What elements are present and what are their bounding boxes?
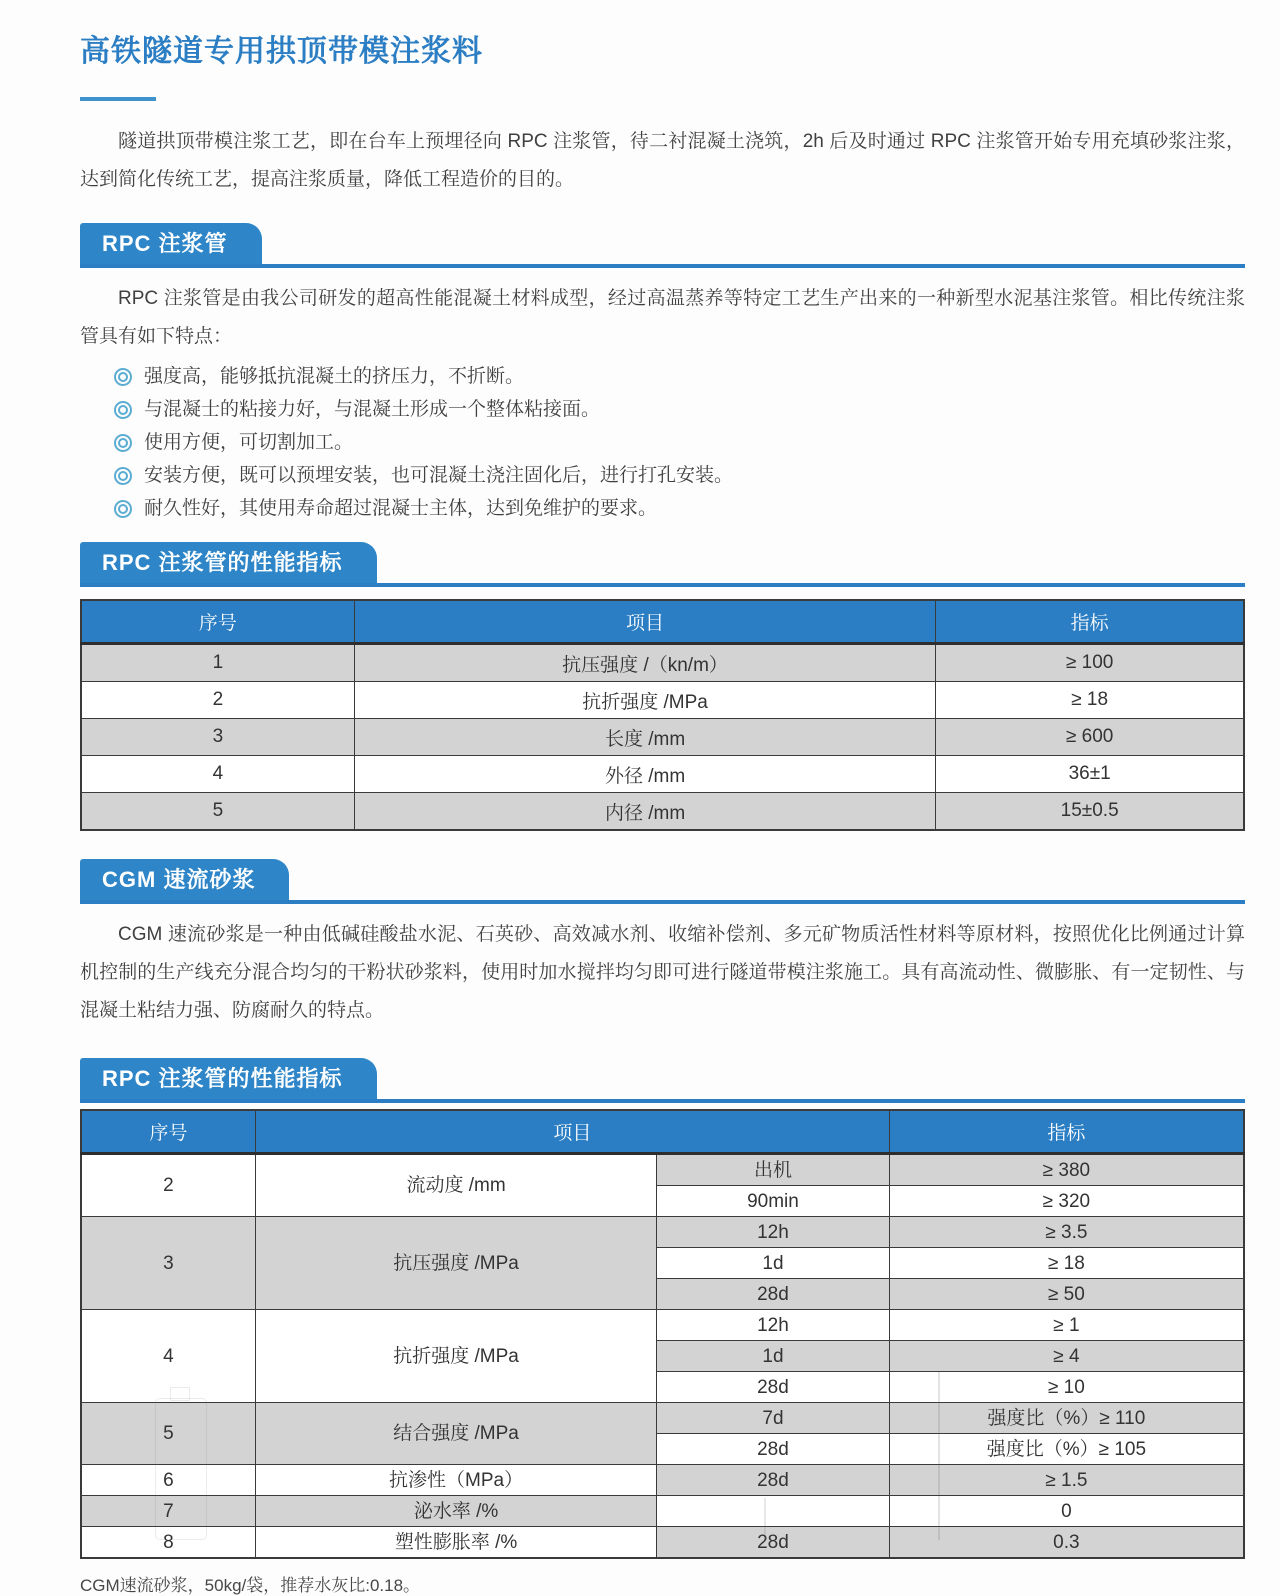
section-heading-rpc-specs: RPC 注浆管的性能指标 [80,542,377,583]
cell-item: 泌水率 /% [255,1496,656,1527]
column-header-item: 项目 [255,1110,889,1154]
cell-condition: 90min [657,1186,890,1217]
column-header-item: 项目 [354,600,936,644]
cell-spec: ≥ 50 [889,1279,1244,1310]
cell-item: 抗折强度 /MPa [354,682,936,719]
double-circle-bullet-icon [114,401,132,419]
rpc-feature-list [80,364,1245,522]
double-circle-bullet-icon [114,368,132,386]
cell-condition: 28d [657,1465,890,1496]
section-heading-cgm: CGM 速流砂浆 [80,859,289,900]
cell-spec: ≥ 18 [889,1248,1244,1279]
cell-item: 内径 /mm [354,793,936,831]
double-circle-bullet-icon [114,467,132,485]
page-title: 高铁隧道专用拱顶带模注浆料 [80,35,483,68]
cell-item: 抗压强度 /MPa [255,1217,656,1310]
cell-item: 抗渗性（MPa） [255,1465,656,1496]
feature-text: 强度高，能够抵抗混凝土的挤压力，不折断。 [144,366,525,387]
section-banner-cgm [80,859,1245,904]
list-item [114,430,1245,456]
cell-spec: ≥ 380 [889,1154,1244,1186]
title-underline [80,97,156,101]
list-item [114,364,1245,390]
rpc-spec-table [80,599,1245,831]
cell-seq: 2 [81,682,354,719]
cell-seq: 3 [81,1217,255,1310]
cell-seq: 7 [81,1496,255,1527]
cell-seq: 1 [81,644,354,682]
cell-condition: 28d [657,1527,890,1559]
cell-seq: 3 [81,719,354,756]
cell-condition: 28d [657,1372,890,1403]
table-row [81,1465,1244,1496]
cell-condition: 12h [657,1310,890,1341]
table-row [81,719,1244,756]
column-header-spec: 指标 [936,600,1244,644]
table-row [81,1154,1244,1186]
table-header-row [81,1110,1244,1154]
section-banner-rpc-specs [80,542,1245,587]
cell-seq: 8 [81,1527,255,1559]
feature-text: 安装方便，既可以预埋安装，也可混凝土浇注固化后，进行打孔安装。 [144,465,734,486]
cell-seq: 4 [81,1310,255,1403]
cell-spec: 0 [889,1496,1244,1527]
table-header-row [81,600,1244,644]
rpc-paragraph: RPC 注浆管是由我公司研发的超高性能混凝土材料成型，经过高温蒸养等特定工艺生产出来的一种新型水泥基注浆管。相比传统注浆管具有如下特点： [80,288,1245,347]
cell-spec: ≥ 1.5 [889,1465,1244,1496]
cell-seq: 2 [81,1154,255,1217]
cell-seq: 6 [81,1465,255,1496]
cell-item: 塑性膨胀率 /% [255,1527,656,1559]
cell-item: 抗折强度 /MPa [255,1310,656,1403]
cell-condition: 1d [657,1248,890,1279]
cell-item: 结合强度 /MPa [255,1403,656,1465]
table-row [81,1496,1244,1527]
cell-item: 外径 /mm [354,756,936,793]
cell-spec: ≥ 600 [936,719,1244,756]
feature-text: 与混凝士的粘接力好，与混凝土形成一个整体粘接面。 [144,399,601,420]
cell-spec: 0.3 [889,1527,1244,1559]
cell-condition: 28d [657,1434,890,1465]
footnote: CGM速流砂浆，50kg/袋，推荐水灰比:0.18。 [80,1576,421,1595]
cell-seq: 5 [81,1403,255,1465]
double-circle-bullet-icon [114,434,132,452]
table-row [81,756,1244,793]
intro-paragraph: 隧道拱顶带模注浆工艺，即在台车上预埋径向 RPC 注浆管，待二衬混凝土浇筑，2h 后及时通过 RPC 注浆管开始专用充填砂浆注浆，达到简化传统工艺，提高注浆质量，降低工程造价的目的。 [80,131,1245,190]
cgm-paragraph: CGM 速流砂浆是一种由低碱硅酸盐水泥、石英砂、高效减水剂、收缩补偿剂、多元矿物质活性材料等原材料，按照优化比例通过计算机控制的生产线充分混合均匀的干粉状砂浆料，使用时加水搅拌均匀即可进行隧道带模注浆施工。具有高流动性、微膨胀、有一定韧性、与混凝土粘结力强、防腐耐久的特点。 [80,924,1245,1021]
table-row [81,1403,1244,1434]
cell-spec: 强度比（%）≥ 110 [889,1403,1244,1434]
cell-spec: 强度比（%）≥ 105 [889,1434,1244,1465]
list-item [114,397,1245,423]
cell-condition: 出机 [657,1154,890,1186]
table-row [81,1217,1244,1248]
cell-item: 长度 /mm [354,719,936,756]
cell-condition: 28d [657,1279,890,1310]
cell-condition: 7d [657,1403,890,1434]
column-header-seq: 序号 [81,600,354,644]
section-heading-cgm-specs: RPC 注浆管的性能指标 [80,1058,377,1099]
column-header-spec: 指标 [889,1110,1244,1154]
cell-condition [657,1496,890,1527]
table-row [81,1310,1244,1341]
section-banner-rpc [80,223,1245,268]
cell-condition: 12h [657,1217,890,1248]
cgm-spec-table [80,1109,1245,1559]
double-circle-bullet-icon [114,500,132,518]
table-row [81,793,1244,831]
cell-seq: 5 [81,793,354,831]
cell-seq: 4 [81,756,354,793]
cell-spec: 15±0.5 [936,793,1244,831]
list-item [114,463,1245,489]
cell-spec: ≥ 18 [936,682,1244,719]
cell-spec: ≥ 4 [889,1341,1244,1372]
cell-spec: 36±1 [936,756,1244,793]
column-header-seq: 序号 [81,1110,255,1154]
feature-text: 使用方便，可切割加工。 [144,432,354,453]
table-row [81,682,1244,719]
section-banner-cgm-specs [80,1058,1245,1103]
cell-spec: ≥ 1 [889,1310,1244,1341]
list-item [114,496,1245,522]
cell-spec: ≥ 100 [936,644,1244,682]
cell-item: 抗压强度 /（kn/m） [354,644,936,682]
cell-spec: ≥ 320 [889,1186,1244,1217]
section-heading-rpc: RPC 注浆管 [80,223,262,264]
feature-text: 耐久性好，其使用寿命超过混凝士主体，达到免维护的要求。 [144,498,658,519]
table-row [81,644,1244,682]
table-row [81,1527,1244,1559]
cell-item: 流动度 /mm [255,1154,656,1217]
cell-spec: ≥ 3.5 [889,1217,1244,1248]
cell-spec: ≥ 10 [889,1372,1244,1403]
cell-condition: 1d [657,1341,890,1372]
